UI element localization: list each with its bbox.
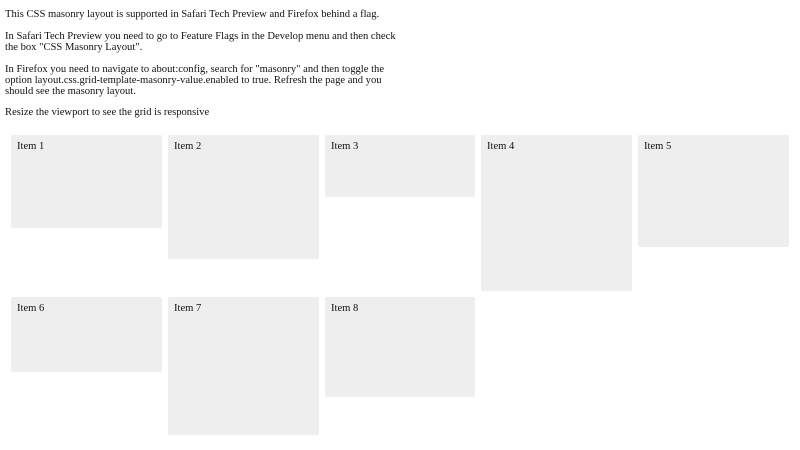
intro-text: This CSS masonry layout is supported in Safari Tech Preview and Firefox behind a flag. xyxy=(5,9,380,20)
grid-item: Item 6 xyxy=(11,297,162,372)
grid-item: Item 4 xyxy=(481,135,632,291)
resize-hint: Resize the viewport to see the grid is responsive xyxy=(5,107,210,118)
grid-item: Item 8 xyxy=(325,297,475,397)
grid-item: Item 7 xyxy=(168,297,319,435)
firefox-instructions: In Firefox you need to navigate to about:config, search for "masonry" and then toggle the option layout.css.grid-template-masonry-value.enabled to true. Refresh the page and you should see the masonry layout. xyxy=(5,64,385,97)
safari-instructions: In Safari Tech Preview you need to go to Feature Flags in the Develop menu and then check the box "CSS Masonry Layout". xyxy=(5,31,396,53)
grid-item: Item 2 xyxy=(168,135,319,259)
grid-item: Item 5 xyxy=(638,135,789,247)
grid-item: Item 3 xyxy=(325,135,475,197)
grid-item: Item 1 xyxy=(11,135,162,228)
